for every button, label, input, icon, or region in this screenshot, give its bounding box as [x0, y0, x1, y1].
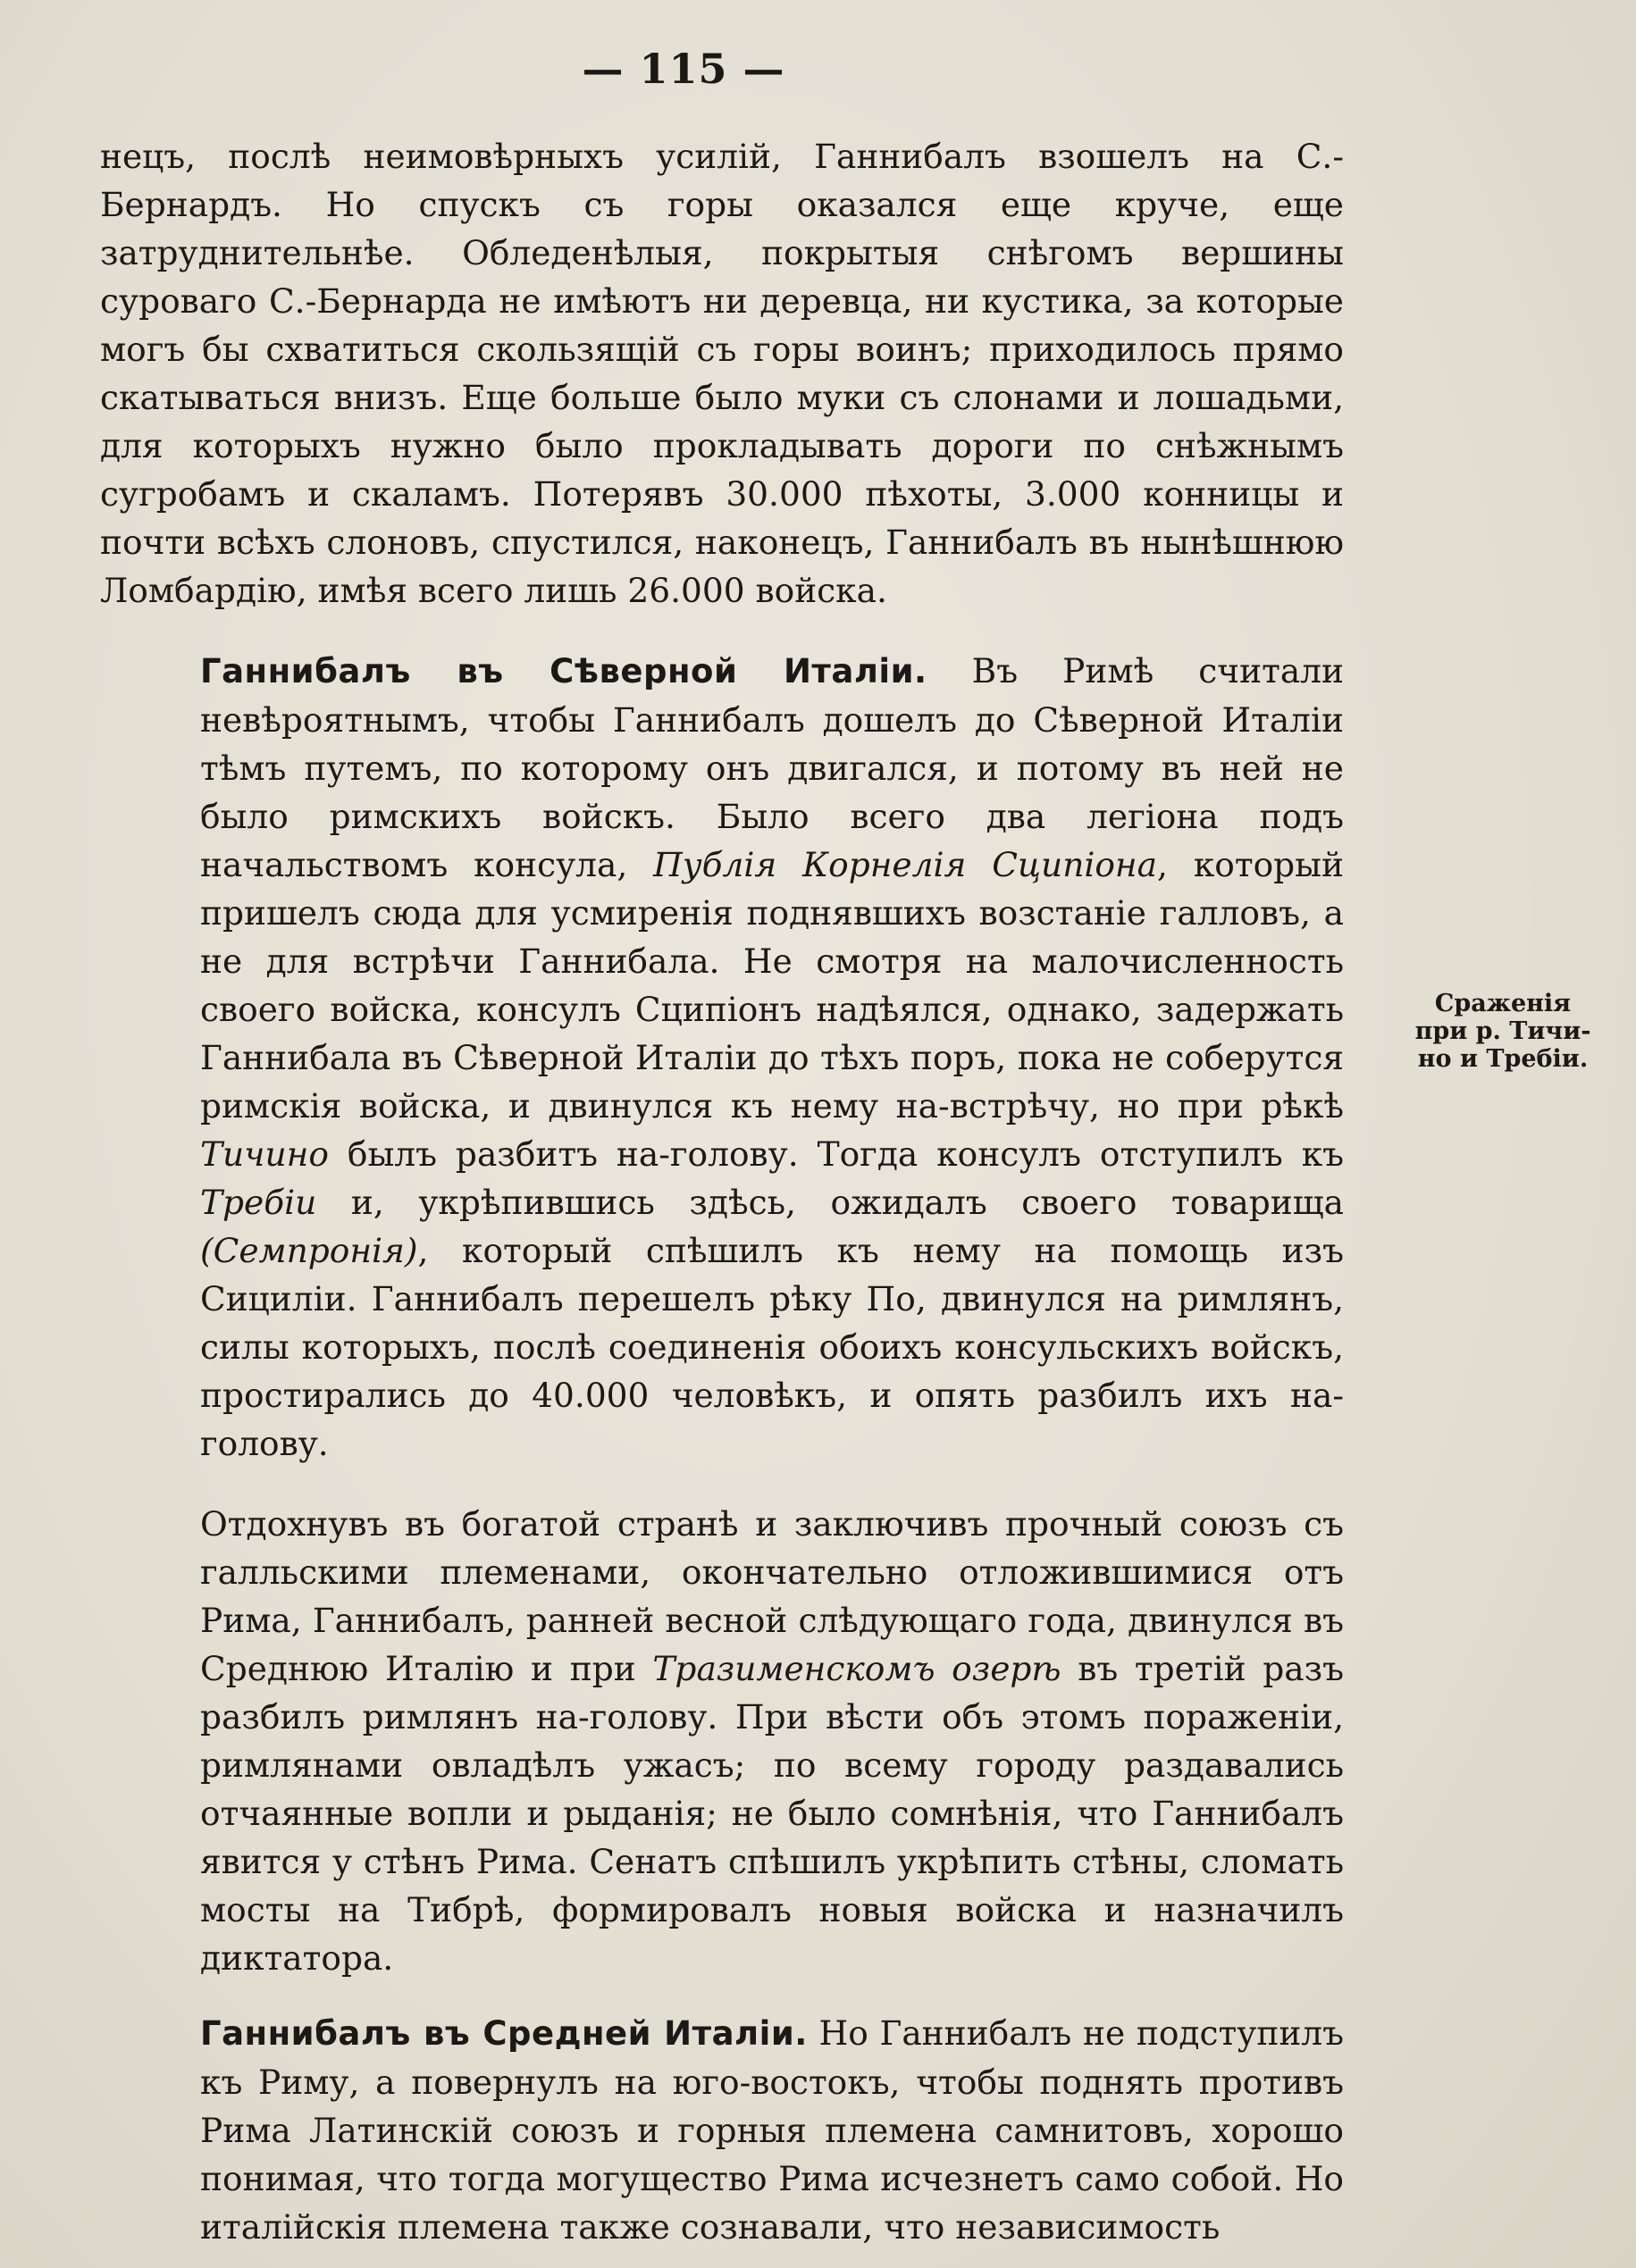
paragraph-2-text: , который пришелъ сюда для усмиренія поднявшихъ возстаніе галловъ, а не для встрѣчи Ганнибала. Не смотря на малочисленность своего войска, консулъ Сципіонъ надѣялся, однако, задержать Ганнибала въ Сѣверной Италіи до тѣхъ поръ, пока не соберутся римскія войска, и двинулся къ нему на-встрѣчу, но при рѣкѣ: [200, 845, 1344, 1126]
italic-place-trasimene: Тразименскомъ озерѣ: [652, 1649, 1061, 1688]
margin-note-line-2: при р. Тичи-: [1414, 1017, 1591, 1045]
margin-note-line-3: но и Требіи.: [1417, 1045, 1589, 1073]
italic-place-trebia: Требіи: [200, 1183, 317, 1222]
paragraph-4: [100, 2009, 1344, 2251]
section-heading-central-italy: Ганнибалъ въ Средней Италіи.: [200, 2014, 808, 2053]
paragraph-3-text: Отдохнувъ въ богатой странѣ и заключивъ прочный союзъ съ галльскими племенами, окончательно отложившимися отъ Рима, Ганнибалъ, ранней весной слѣдующаго года, двинулся въ Среднюю Италію и при: [200, 1504, 1344, 1688]
section-heading-north-italy: Ганнибалъ въ Сѣверной Италіи.: [200, 652, 927, 690]
paragraph-2-text: былъ разбитъ на-голову. Тогда консулъ отступилъ къ: [328, 1134, 1344, 1174]
italic-name-sempronius: (Семпронія): [200, 1231, 418, 1270]
paragraph-2: [100, 647, 1344, 1468]
paragraph-4-text: Но Ганнибалъ не подступилъ къ Риму, а повернулъ на юго-востокъ, чтобы поднять противъ Рима Латинскій союзъ и горныя племена самнитовъ, хорошо понимая, что тогда могущество Рима исчезнетъ само собой. Но италійскія племена также сознавали, что независимость: [200, 2013, 1344, 2247]
italic-place-ticino: Тичино: [200, 1134, 329, 1174]
paragraph-2-text: и, укрѣпившись здѣсь, ожидалъ своего товарища: [316, 1183, 1344, 1222]
page-number: — 115 —: [582, 45, 785, 93]
margin-note-line-1: Сраженія: [1434, 990, 1572, 1017]
paragraph-3-text: въ третій разъ разбилъ римлянъ на-голову. При вѣсти объ этомъ пораженіи, римлянами овладѣлъ ужасъ; по всему городу раздавались отчаянные вопли и рыданія; не было сомнѣнія, что Ганнибалъ явится у стѣнъ Рима. Сенатъ спѣшилъ укрѣпить стѣны, сломать мосты на Тибрѣ, формировалъ новыя войска и назначилъ диктатора.: [200, 1649, 1344, 1978]
paragraph-1: [100, 132, 1344, 615]
paragraph-2-text: , который спѣшилъ къ нему на помощь изъ Сициліи. Ганнибалъ перешелъ рѣку По, двинулся на римлянъ, силы которыхъ, послѣ соединенія обоихъ консульскихъ войскъ, простирались до 40.000 человѣкъ, и опять разбилъ ихъ на-голову.: [200, 1231, 1344, 1463]
main-text: [100, 132, 1344, 2251]
paragraph-3: [100, 1500, 1344, 1982]
paragraph-1-text: нецъ, послѣ неимовѣрныхъ усилій, Ганнибалъ взошелъ на С.-Бернардъ. Но спускъ съ горы оказался еще круче, еще затруднительнѣе. Обледенѣлыя, покрытыя снѣгомъ вершины суроваго С.-Бернарда не имѣютъ ни деревца, ни кустика, за которые могъ бы схватиться скользящій съ горы воинъ; приходилось прямо скатываться внизъ. Еще больше было муки съ слонами и лошадьми, для которыхъ нужно было прокладывать дороги по снѣжнымъ сугробамъ и скаламъ. Потерявъ 30.000 пѣхоты, 3.000 конницы и почти всѣхъ слоновъ, спустился, наконецъ, Ганнибалъ въ нынѣшнюю Ломбардію, имѣя всего лишь 26.000 войска.: [100, 137, 1344, 610]
paragraph-2-text: Въ Римѣ считали невѣроятнымъ, чтобы Ганнибалъ дошелъ до Сѣверной Италіи тѣмъ путемъ, по которому онъ двигался, и потому въ ней не было римскихъ войскъ. Было всего два легіона подъ начальствомъ консула,: [200, 651, 1344, 884]
italic-name-scipio: Публія Корнелія Сципіона: [653, 845, 1157, 884]
margin-note: [1369, 990, 1636, 1073]
